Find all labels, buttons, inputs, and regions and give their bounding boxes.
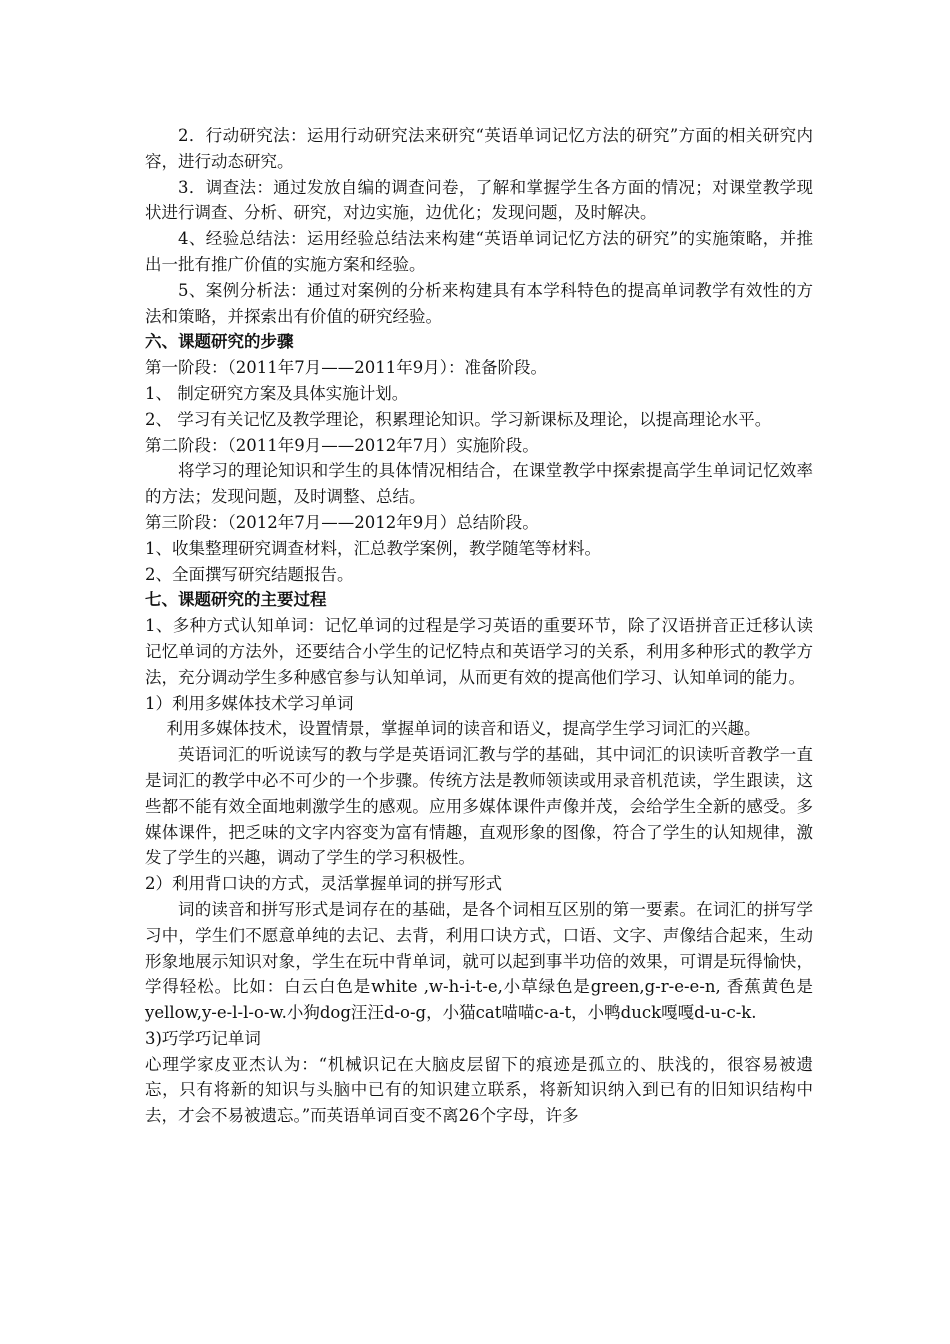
paragraph-survey-method: 3．调查法：通过发放自编的调查问卷，了解和掌握学生各方面的情况；对课堂教学现状进行调查、分析、研究，对边实施，边优化；发现问题，及时解决。 (145, 177, 813, 223)
stage-three-title: 第三阶段：（2012年7月——2012年9月）总结阶段。 (145, 512, 539, 532)
subheading-rhymes: 2）利用背口诀的方式，灵活掌握单词的拼写形式 (145, 874, 502, 894)
paragraph-action-research: 2．行动研究法：运用行动研究法来研究“英语单词记忆方法的研究”方面的相关研究内容，进行动态研究。 (145, 126, 813, 171)
multimedia-summary: 利用多媒体技术，设置情景，掌握单词的读音和语义，提高学生学习词汇的兴趣。 (166, 719, 761, 739)
stage-two-title: 第二阶段：（2011年9月——2012年7月）实施阶段。 (145, 435, 539, 455)
document-page (145, 123, 813, 1129)
subheading-multimedia: 1）利用多媒体技术学习单词 (145, 693, 354, 713)
rhymes-detail: 词的读音和拼写形式是词存在的基础，是各个词相互区别的第一要素。在词汇的拼写学习中，学生们不愿意单纯的去记、去背，利用口诀方式，口语、文字、声像结合起来，生动形象地展示知识对象，学生在玩中背单词，就可以起到事半功倍的效果，可谓是玩得愉快，学得轻松。比如：白云白色是white ,w-h-i-t-e,小草绿色是green,g-r-e-e-n, 香蕉黄色是yellow,y-e-l-l-o-w.小狗dog汪汪d-o-g，小猫cat喵喵c-a-t，小鸭duck嘎嘎d-u-c-k. (145, 899, 813, 1023)
stage-three-item-2: 2、全面撰写研究结题报告。 (145, 564, 354, 584)
paragraph-case-analysis: 5、案例分析法：通过对案例的分析来构建具有本学科特色的提高单词教学有效性的方法和策略，并探索出有价值的研究经验。 (145, 280, 813, 326)
stage-three-item-1: 1、收集整理研究调查材料，汇总教学案例，教学随笔等材料。 (145, 538, 601, 558)
stage-two-description: 将学习的理论知识和学生的具体情况相结合，在课堂教学中探索提高学生单词记忆效率的方法；发现问题，及时调整、总结。 (145, 461, 813, 507)
section-heading-process: 七、课题研究的主要过程 (145, 590, 327, 610)
multimedia-detail: 英语词汇的听说读写的教与学是英语词汇教与学的基础，其中词汇的识读听音教学一直是词汇的教学中必不可少的一个步骤。传统方法是教师领读或用录音机范读，学生跟读，这些都不能有效全面地刺激学生的感观。应用多媒体课件声像并茂，会给学生全新的感受。多媒体课件，把乏味的文字内容变为富有情趣，直观形象的图像，符合了学生的认知规律，激发了学生的兴趣，调动了学生的学习积极性。 (145, 745, 813, 868)
subheading-clever-memory: 3)巧学巧记单词 (145, 1028, 261, 1048)
section-heading-steps: 六、课题研究的步骤 (145, 332, 294, 352)
paragraph-experience-summary: 4、经验总结法：运用经验总结法来构建“英语单词记忆方法的研究”的实施策略，并推出一批有推广价值的实施方案和经验。 (145, 229, 813, 274)
clever-memory-detail: 心理学家皮亚杰认为：“机械识记在大脑皮层留下的痕迹是孤立的、肤浅的，很容易被遗忘，只有将新的知识与头脑中已有的知识建立联系，将新知识纳入到已有的旧知识结构中去，才会不易被遗忘。”而英语单词百变不离26个字母，许多 (145, 1054, 813, 1126)
stage-one-item-1: 1、 制定研究方案及具体实施计划。 (145, 383, 409, 403)
process-intro: 1、多种方式认知单词：记忆单词的过程是学习英语的重要环节，除了汉语拼音正迁移认读记忆单词的方法外，还要结合小学生的记忆特点和英语学习的关系，利用多种形式的教学方法，充分调动学生多种感官参与认知单词，从而更有效的提高他们学习、认知单词的能力。 (145, 616, 813, 687)
stage-one-title: 第一阶段：（2011年7月——2011年9月）：准备阶段。 (145, 358, 547, 378)
stage-one-item-2: 2、 学习有关记忆及教学理论，积累理论知识。学习新课标及理论，以提高理论水平。 (145, 409, 772, 429)
